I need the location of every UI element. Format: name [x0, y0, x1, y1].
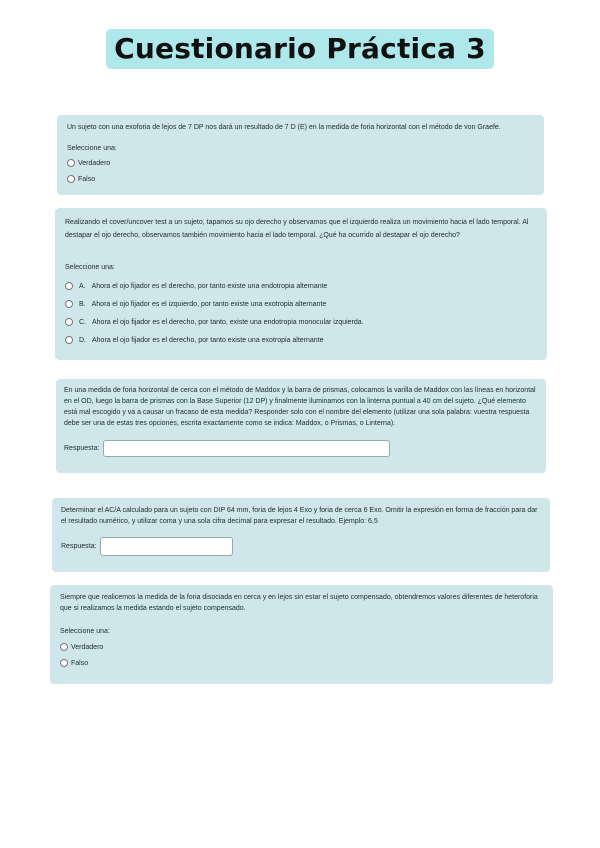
option-c[interactable]: [65, 313, 537, 331]
answer-label: Respuesta:: [61, 543, 97, 550]
option-label: Ahora el ojo fijador es el derecho, por tanto existe una endotropia alternante: [91, 282, 328, 290]
answer-input[interactable]: [100, 537, 233, 556]
radio-button[interactable]: [67, 175, 75, 183]
answer-row: [61, 537, 541, 556]
select-prompt: Seleccione una:: [67, 145, 117, 152]
select-prompt: Seleccione una:: [65, 264, 115, 271]
question-2: [55, 208, 547, 360]
option-d[interactable]: [65, 331, 537, 349]
option-label: Ahora el ojo fijador es el derecho, por tanto, existe una endotropia monocular izquierda.: [92, 318, 364, 326]
radio-button[interactable]: [65, 282, 73, 290]
option-false[interactable]: [67, 171, 534, 187]
option-label: Ahora el ojo fijador es el izquierdo, por tanto existe una exotropia alternante: [91, 300, 327, 308]
option-label: Verdadero: [71, 643, 104, 651]
option-label: Ahora el ojo fijador es el derecho, por tanto existe una exotropia alternante: [92, 336, 324, 344]
question-3: [56, 379, 546, 473]
option-true[interactable]: [67, 155, 534, 171]
page-title: Cuestionario Práctica 3: [106, 29, 494, 69]
radio-button[interactable]: [60, 659, 68, 667]
question-text: Un sujeto con una exoforia de lejos de 7 DP nos dará un resultado de 7 D (E) en la medida de foria horizontal con el método de von Graefe.: [67, 124, 501, 131]
option-letter: B.: [79, 300, 86, 308]
select-prompt: Seleccione una:: [60, 628, 110, 635]
answer-row: [64, 440, 538, 457]
radio-button[interactable]: [65, 318, 73, 326]
question-4: [52, 498, 550, 572]
question-1: [57, 115, 544, 195]
question-text: Determinar el AC/A calculado para un sujeto con DIP 64 mm, foria de lejos 4 Exo y foria de cerca 6 Exo. Omitir la expresión en forma de fracción para dar el resultado numérico, y utilizar coma y una sola cifra decimal para expresar el resultado. Ejemplo: 6,5: [61, 507, 538, 525]
radio-button[interactable]: [67, 159, 75, 167]
question-5: [50, 585, 553, 684]
option-false[interactable]: [60, 655, 543, 671]
radio-button[interactable]: [65, 300, 73, 308]
question-text: Realizando el cover/uncover test a un sujeto, tapamos su ojo derecho y observamos que el izquierdo realiza un movimiento hacia el lado temporal. Al destapar el ojo derecho, observamos también movimiento hacia el lado temporal. ¿Qué ha ocurrido al destapar el ojo derecho?: [65, 219, 529, 239]
radio-button[interactable]: [65, 336, 73, 344]
option-a[interactable]: [65, 277, 537, 295]
option-true[interactable]: [60, 639, 543, 655]
radio-button[interactable]: [60, 643, 68, 651]
option-letter: D.: [79, 336, 86, 344]
question-text: En una medida de foria horizontal de cerca con el método de Maddox y la barra de prismas, colocamos la varilla de Maddox con las líneas en horizontal en el OD, luego la barra de prismas con la Base Superior (12 DP) y finalmente iluminamos con la linterna puntual a 40 cm del sujeto. ¿Qué elemento está mal escogido y va a causar un fracaso de esta medida? Responder solo con el nombre del elemento (utilizar una sola palabra: vuestra respuesta debe ser una de estas tres opciones, escrita exactamente como se indica: Maddox, o Prismas, o Linterna).: [64, 387, 536, 427]
option-letter: C.: [79, 318, 86, 326]
option-label: Falso: [71, 659, 89, 667]
option-b[interactable]: [65, 295, 537, 313]
question-text: Siempre que realicemos la medida de la foria disociada en cerca y en lejos sin estar el sujeto compensado, obtendremos valores diferentes de heteroforia que si realizamos la medida estando el sujeto compensado.: [60, 594, 538, 612]
title-wrapper: [0, 29, 600, 69]
option-letter: A.: [79, 282, 86, 290]
answer-input[interactable]: [103, 440, 390, 457]
answer-label: Respuesta:: [64, 445, 100, 452]
option-label: Verdadero: [78, 159, 111, 167]
option-label: Falso: [78, 175, 96, 183]
